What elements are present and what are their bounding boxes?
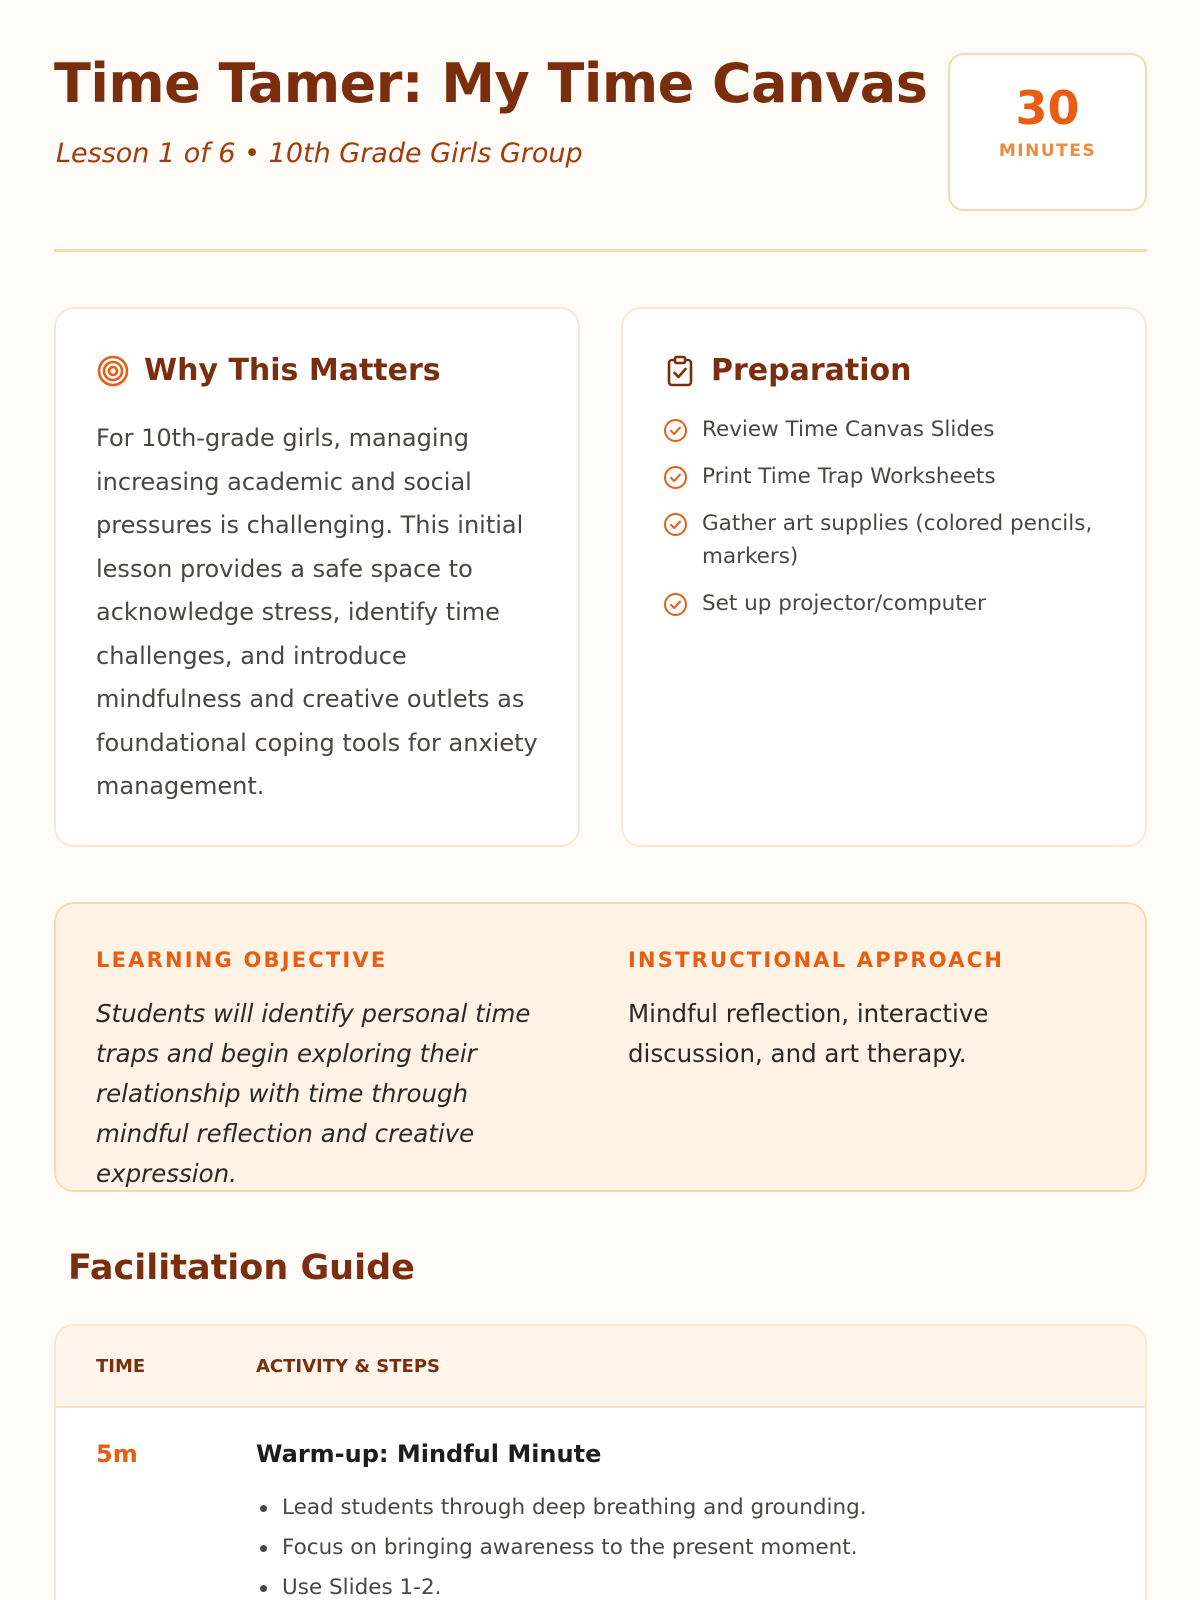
why-card-header: [96, 353, 441, 388]
check-circle-icon: [663, 465, 688, 490]
preparation-item-text: Gather art supplies (colored pencils, markers): [702, 511, 1093, 569]
preparation-item-text: Set up projector/computer: [702, 591, 986, 616]
facilitation-guide-title: Facilitation Guide: [68, 1248, 415, 1288]
why-card-title: Why This Matters: [144, 353, 441, 388]
objective-panel: [54, 902, 1147, 1192]
preparation-card-title: Preparation: [711, 353, 912, 388]
why-this-matters-card: [54, 307, 580, 847]
lesson-header: [54, 0, 1147, 252]
column-header-activity: ACTIVITY & STEPS: [256, 1356, 440, 1377]
duration-unit: MINUTES: [998, 141, 1097, 161]
row-activity-title: Warm-up: Mindful Minute: [256, 1440, 602, 1468]
learning-objective-label: LEARNING OBJECTIVE: [96, 948, 388, 972]
facilitation-guide-table: [54, 1324, 1147, 1600]
preparation-item-text: Print Time Trap Worksheets: [702, 464, 996, 489]
row-step: Focus on bringing awareness to the present moment.: [256, 1528, 867, 1568]
learning-objective: [96, 948, 566, 1194]
row-step: Lead students through deep breathing and grounding.: [256, 1488, 867, 1528]
why-card-body: For 10th-grade girls, managing increasing academic and social pressures is challenging. This initial lesson provides a safe space to acknowledge stress, identify time challenges, and introduce mindfulness and creative outlets as foundational coping tools for anxiety management.: [96, 424, 538, 800]
preparation-item: [663, 413, 1113, 446]
instructional-approach-text: Mindful reflection, interactive discussion, and art therapy.: [628, 999, 989, 1068]
instructional-approach: [628, 948, 1088, 1074]
preparation-item: [663, 507, 1113, 573]
check-circle-icon: [663, 512, 688, 537]
preparation-item-text: Review Time Canvas Slides: [702, 417, 995, 442]
check-circle-icon: [663, 592, 688, 617]
preparation-card: [621, 307, 1147, 847]
preparation-list: [663, 413, 1113, 634]
preparation-item: [663, 587, 1113, 620]
overview-cards: [54, 307, 1147, 847]
target-icon: [96, 354, 130, 388]
row-time: 5m: [96, 1440, 138, 1468]
instructional-approach-label: INSTRUCTIONAL APPROACH: [628, 948, 1005, 972]
duration-badge: [948, 53, 1147, 211]
preparation-card-header: [663, 353, 911, 388]
row-steps-list: [256, 1488, 867, 1600]
preparation-item: [663, 460, 1113, 493]
lesson-subtitle: Lesson 1 of 6 • 10th Grade Girls Group: [56, 138, 583, 169]
column-header-time: TIME: [96, 1356, 146, 1377]
row-step: Use Slides 1-2.: [256, 1568, 867, 1600]
lesson-title: Time Tamer: My Time Canvas: [54, 52, 928, 115]
duration-value: 30: [1015, 81, 1080, 135]
clipboard-check-icon: [663, 354, 697, 388]
learning-objective-text: Students will identify personal time traps and begin exploring their relationship with time through mindful reflection and creative expression.: [96, 999, 531, 1188]
table-header: [56, 1326, 1145, 1408]
check-circle-icon: [663, 418, 688, 443]
lesson-page: [54, 0, 1147, 1600]
